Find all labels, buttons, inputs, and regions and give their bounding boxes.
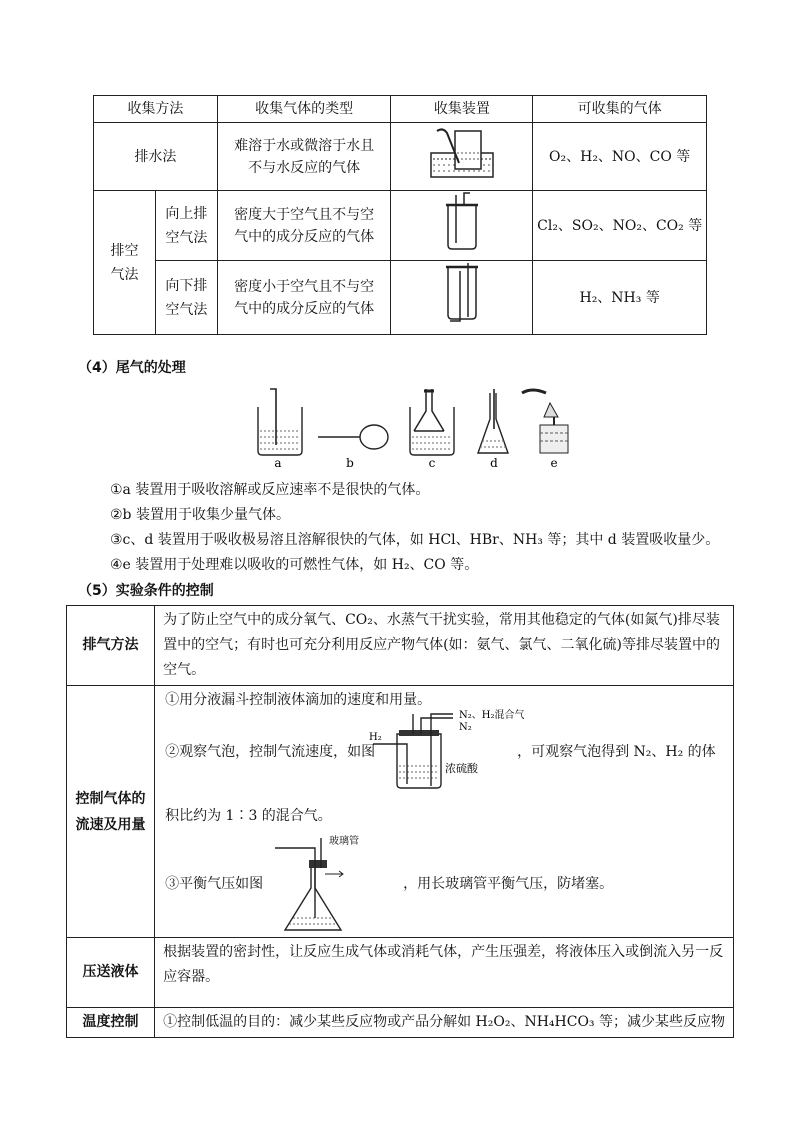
apparatus-c-icon [410,389,454,455]
gases-down: H₂、NH₃ 等 [533,261,707,335]
row-press-head: 压送液体 [67,938,155,1008]
pressure-flask-icon [271,834,391,938]
row-flow-body [155,686,734,938]
header-apparatus: 收集装置 [391,96,533,123]
type-up: 密度大于空气且不与空气中的成分反应的气体 [217,191,391,261]
sub-up [155,191,217,261]
label-b: b [346,456,354,470]
section4-title: （4）尾气的处理 [78,360,186,376]
gases-up: Cl₂、SO₂、NO₂、CO₂ 等 [533,191,707,261]
row-temp-head: 温度控制 [67,1008,155,1038]
type-down: 密度小于空气且不与空气中的成分反应的气体 [217,261,391,335]
header-type: 收集气体的类型 [217,96,391,123]
label-a: a [274,456,282,470]
method-air [94,191,156,335]
flow-line-3a: ③平衡气压如图 [165,876,264,892]
water-displacement-icon [417,123,507,183]
method-water: 排水法 [94,123,218,191]
row-temp-text: ①控制低温的目的：减少某些反应物或产品分解如 H₂O₂、NH₄HCO₃ 等；减少某些反应物 [155,1008,734,1038]
section4-item-4: ④e 装置用于处理难以吸收的可燃性气体，如 H₂、CO 等。 [110,557,479,573]
flow-line-2b: ，可观察气泡得到 N₂、H₂ 的体 [517,744,716,760]
flow-line-3b: ，用长玻璃管平衡气压，防堵塞。 [403,876,614,892]
tail-gas-apparatus-figure [250,385,580,471]
flow-line-2c: 积比约为 1∶3 的混合气。 [165,808,332,824]
fig-label-h2: H₂ [369,732,382,743]
type-water: 难溶于水或微溶于水且不与水反应的气体 [217,123,391,191]
fig-label-n2: N₂ [459,722,472,733]
fig-label-glass: 玻璃管 [329,836,360,847]
section5-title: （5）实验条件的控制 [78,583,214,599]
apparatus-a-icon [258,389,302,455]
sub-down [155,261,217,335]
downward-air-bottle-icon [432,261,492,327]
flow-line-1: ①用分液漏斗控制液体滴加的速度和用量。 [165,692,432,708]
apparatus-b-icon [318,425,388,449]
label-d: d [490,456,498,470]
gases-water: O₂、H₂、NO、CO 等 [533,123,707,191]
apparatus-water [391,123,533,191]
gas-collection-table [93,95,707,335]
header-method: 收集方法 [94,96,218,123]
row-exhaust-head: 排气方法 [67,606,155,686]
row-flow-head-label: 控制气体的流速及用量 [75,790,146,833]
method-air-label: 排空气法 [110,242,139,283]
fig-label-mix: N₂、H₂混合气 [459,710,525,721]
section4-item-2: ②b 装置用于收集少量气体。 [110,507,290,523]
header-gases: 可收集的气体 [533,96,707,123]
upward-air-bottle-icon [432,191,492,253]
row-flow-head [67,686,155,938]
section4-item-3: ③c、d 装置用于吸收极易溶且溶解很快的气体，如 HCl、HBr、NH₃ 等；其中 d 装置吸收量少。 [110,532,720,548]
apparatus-down [391,261,533,335]
apparatus-up [391,191,533,261]
row-press-text: 根据装置的密封性，让反应生成气体或消耗气体，产生压强差，将液体压入或倒流入另一反应容器。 [155,938,734,1008]
sub-up-label: 向上排空气法 [165,205,208,246]
fig-label-acid: 浓硫酸 [445,762,479,775]
row-exhaust-text: 为了防止空气中的成分氧气、CO₂、水蒸气干扰实验，常用其他稳定的气体(如氮气)排尽装置中的空气；有时也可充分利用反应产物气体(如：氨气、氯气、二氧化硫)等排尽装置中的空气。 [155,606,734,686]
label-c: c [428,456,436,470]
sub-down-label: 向下排空气法 [165,277,208,318]
bubble-bottle-icon [369,704,525,790]
flow-line-2a: ②观察气泡，控制气流速度，如图 [165,744,376,760]
apparatus-e-icon [522,390,568,453]
experiment-control-table [66,605,734,1038]
section4-item-1: ①a 装置用于吸收溶解或反应速率不是很快的气体。 [110,482,430,498]
apparatus-d-icon [478,389,508,453]
label-e: e [550,456,558,470]
